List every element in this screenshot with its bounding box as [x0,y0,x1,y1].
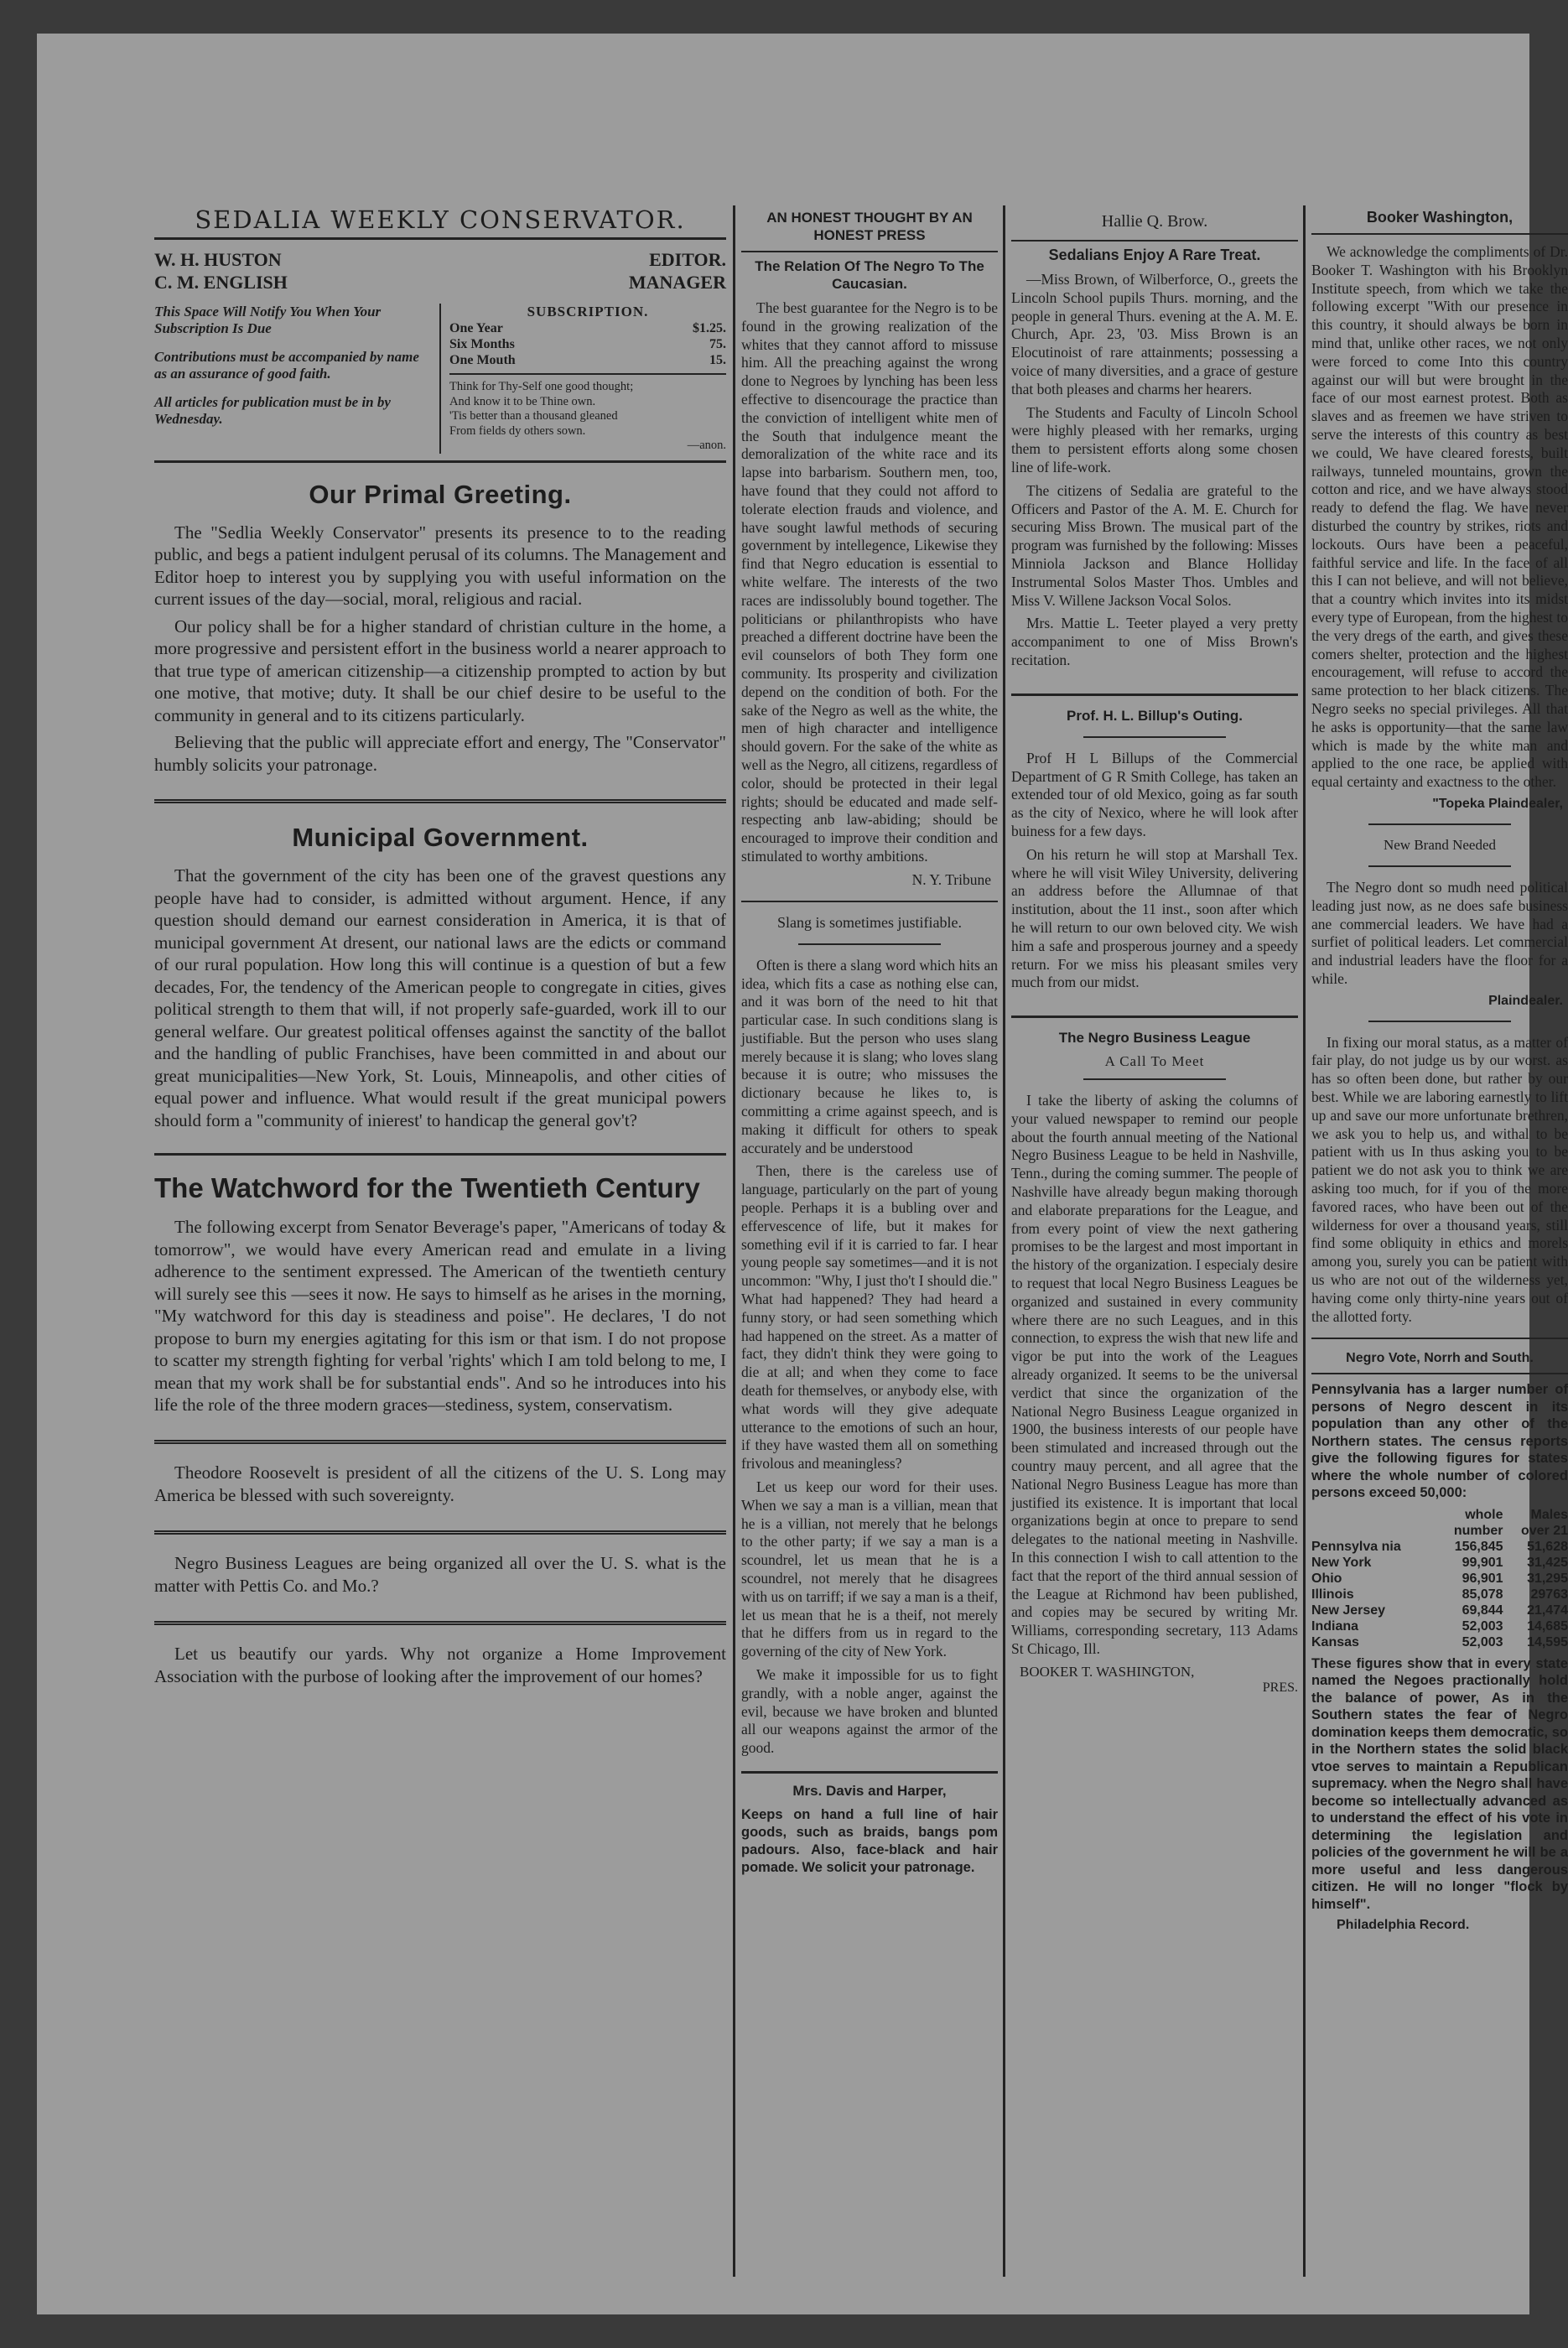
subscription-title: SUBSCRIPTION. [527,304,649,319]
vote-headline: Negro Vote, Norrh and South. [1346,1351,1534,1366]
section-divider [741,1771,998,1774]
section-divider [1011,1016,1298,1018]
booker-credit: "Topeka Plaindealer, [1432,796,1563,811]
vote-credit: Philadelphia Record. [1337,1918,1470,1933]
vote-intro [1311,1381,1568,1502]
leagues-note [154,1552,726,1597]
booker-headline: Booker Washington, [1366,209,1513,226]
section-divider [154,1530,726,1537]
whole-cell: 99,901 [1462,1555,1503,1570]
males-cell: 29763 [1530,1587,1568,1602]
males-cell: 14,685 [1527,1618,1568,1634]
relation-headline: The Relation Of The Negro To The Caucasian. [741,251,998,293]
column-header: over 21 [1520,1523,1568,1538]
sedalians-article [1011,271,1298,670]
whole-cell: 52,003 [1462,1634,1503,1649]
article-paragraph: Believing that the public will appreciate effort and energy, The "Conservator" humbly solicits your patronage. [154,732,726,775]
column-header: number [1453,1523,1503,1538]
column-header: Males [1530,1507,1568,1522]
table-header-row [1311,1523,1568,1539]
newspaper-page [37,34,1568,2314]
column-header: whole [1465,1507,1503,1522]
municipal-headline: Municipal Government. [292,823,589,852]
state-cell: Pennsylva nia [1311,1539,1401,1554]
contributions-notice: Contributions must be accompanied by name as an assurance of good faith. [154,349,419,382]
table-row [1311,1555,1568,1571]
note-text: Let us beautify our yards. Why not organize a Home Improvement Association with the purbose of looking after the improvement of our homes? [154,1643,726,1686]
slang-headline: Slang is sometimes justifiable. [777,913,962,931]
manager-name: C. M. ENGLISH [154,272,288,293]
article-paragraph: Prof H L Billups of the Commercial Department of G R Smith College, has taken an extended tour of old Mexico, going as far south as the city of Nexico, where he will look after buiness for a few days. [1011,749,1298,839]
table-row [1311,1539,1568,1555]
staff-manager [154,271,726,294]
article-paragraph: We make it impossible for us to fight grandly, with a noble anger, against the evil, because we have broken and blunted all our weapons against the armor of the good. [741,1665,998,1757]
section-divider [154,1153,726,1156]
rate-price: 75. [709,337,726,351]
league-headline: The Negro Business League [1058,1030,1251,1047]
whole-cell: 96,901 [1462,1571,1503,1586]
column-rule [733,205,735,2277]
articles-notice: All articles for publication must be in by Wednesday. [154,394,391,427]
column-rule [1303,205,1306,2277]
section-divider [1083,736,1226,738]
signature-name: BOOKER T. WASHINGTON, [1020,1663,1195,1680]
watchword-article [154,1216,726,1416]
poem-author: —anon. [687,439,726,452]
article-paragraph: Let us keep our word for their uses. When we say a man is a villian, mean that he is a villian, not merely that he belongs to the other party; if we say a man is a scoundrel, let us mean that he is a scoundrel, not merely that he disagrees with us on tarriff; if we say a man is a theif, let us mean that he is a theif, not merely that he differs from us in regard to the governing of the city of New York. [741,1478,998,1660]
poem-line: 'Tis better than a thousand gleaned [449,409,618,423]
watchword-headline: The Watchword for the Twentieth Century [154,1172,700,1203]
article-paragraph: The citizens of Sedalia are grateful to the Officers and Pastor of the A. M. E. Church for securing Miss Brown. The musical part of the program was furnished by the following: Misses Minniola Jackson and Blance Holliday Instrumental Solos Master Thos. Umbles and Miss V. Willene Jackson Vocal Solos. [1011,481,1298,609]
page-content [117,172,1568,2335]
whole-cell: 52,003 [1462,1618,1503,1634]
state-cell: New Jersey [1311,1603,1386,1618]
article-paragraph: The following excerpt from Senator Beverage's paper, "Americans of today & tomorrow", we would have every American read and emulate in a living adherence to the sentiment expressed. The American of the twentieth century will surely see this —sees it now. He says to himself as he arises in the morning, "My watchword for this day is steadiness and poise". He declares, 'I do not propose to burn my energies agitating for this ism or that ism. I do not propose to scatter my strength fighting for verbal 'rights' which I am told belong to me, I mean that my work shall be for substantial ends". And so he introduces into his life the role of the three modern graces—stediness, system, conservatism. [154,1217,726,1415]
brand-headline: New Brand Needed [1383,836,1497,853]
article-paragraph: On his return he will stop at Marshall Tex. where he will visit Wiley University, delivering an address before the Allumnae of that institution, about the 11 inst., soon after which he will return to our own beloved city. We wish him a safe and prosperous journey and a speedy return. For we miss his pleasant smiles very much from our midst. [1011,845,1298,991]
section-divider [1368,1021,1511,1022]
billups-headline: Prof. H. L. Billup's Outing. [1067,707,1243,724]
males-cell: 14,595 [1527,1634,1568,1649]
rate-row [449,336,726,352]
article-paragraph: The Negro dont so mudh need political leading just now, as ne does safe business ane commercial leaders. We have had a surfiet of political leaders. Let commercial and industrial leaders have the floor for a while. [1311,878,1568,987]
relation-article [741,299,998,866]
table-row [1311,1571,1568,1587]
article-paragraph: In fixing our moral status, as a matter of fair play, do not judge us by our worst. as has so often been done, but rather by our best. While we are laboring earnestly to lift up and save our more unfortunate brethren, we ask you to help us, and withal to be patient with us In thus asking you to be patient we do not ask you to think we are asking too much, for if you of the more favored races, who have been out of the wilderness for over a thousand years, still find some obliquity in ethics and morels among you, surely you can be patient with us who are not out of the wilderness yet, having come only thirty-nine years out of the allotted forty. [1311,1033,1568,1325]
article-paragraph: That the government of the city has been one of the gravest questions any people have had to consider, is admitted without argument. Hence, if any question should demand our earnest consideration in America, it is that of municipal government At dresent, our national laws are the edicts or command of our rural population. How long this will continue is a question of but a few decades, For, the tendency of the American people to congregate in cities, gives political strength to them that will, if not properly safe-guarded, work ill to our general welfare. Our greatest political offenses against the sanctity of the ballot and the handling of public Franchises, have been committed in and about our great municipalities—New York, St. Louis, Minneapolis, and other cities of equal power and influence. What would result if the great municipal powers should form a "community of inierest' to handicap the general gov't? [154,865,726,1130]
hallie-headline: Hallie Q. Brow. [1101,212,1208,231]
column-rule [1003,205,1005,2277]
masthead-title: SEDALIA WEEKLY CONSERVATOR. [154,205,726,240]
state-cell: Illinois [1311,1587,1354,1602]
table-row [1311,1603,1568,1618]
column-4 [1311,205,1568,1940]
vote-table [1311,1507,1568,1650]
column-1 [154,205,726,1693]
state-cell: Indiana [1311,1618,1359,1634]
hair-goods-ad [741,1806,998,1877]
signature-line [1011,1664,1298,1680]
article-paragraph: Mrs. Mattie L. Teeter played a very pretty accompaniment to one of Miss Brown's recitation. [1011,615,1298,668]
section-divider [1011,693,1298,696]
rate-term: One Year [449,321,503,335]
section-divider [798,943,941,945]
rate-price: 15. [709,353,726,367]
vote-article [1311,1655,1568,1914]
whole-cell: 69,844 [1462,1603,1503,1618]
poem [449,373,726,454]
poem-line: Think for Thy-Self one good thought; [449,380,634,393]
billups-article [1011,750,1298,992]
editor-name: W. H. HUSTON [154,249,282,270]
article-paragraph: The best guarantee for the Negro is to be found in the growing realization of the whites that they cannot afford to missuse him. All the preaching against the wrong done to Negroes by lynching has been less effective to disencourage the practice than the conviction of intelligent white men of the South that indulgence meant the demoralization of the white race and its lapse into barbarism. Southern men, too, have found that they could not afford to tolerate election frauds and violence, and have sought lawful methods of securing government by intellegence, Likewise they find that Negro education is essential to white welfare. The interests of the two races are indissolubly bound together. The politicians or philanthropists who have preached a different doctrine have been the evil counselors of both They form one community. Its prosperity and civilization depend on the condition of both. For the sake of the Negro as well as the white, the men of high character and intelligence should govern. For the sake of the white as well as the Negro, all citizens, regardless of color, should be protected in their legal rights; should be educated and made self-respecting anb law-abiding; should be encouraged to improve their condition and stimulated to worthy ambitions. [741,299,998,865]
rate-term: Six Months [449,337,515,351]
poem-line: And know it to be Thine own. [449,394,596,408]
article-paragraph: I take the liberty of asking the columns of your valued newspaper to remind our people about the fourth annual meeting of the National Negro Business League to be held in Nashville, Tenn., during the coming summer. The people of Nashville have already begun making thorough and elaborate preparations for the League, and from every point of view the next gathering promises to be the largest and most important in the history of the organization. I especialy desire to request that local Negro Business Leagues be organized and sustained in every community where there are no such Leagues, and in this connection, to express the wish that new life and vigor be put into the work of the Leagues already organized. It seems to be the universal verdict that since the organization of the National Negro Business League organized in 1900, the business interests of our people have been stimulated and increased through out the country mauy percent, and all agree that the National Negro Business League has more than justified its existence. It is important that local organizations begin at once to prepare to send delegates to the national meeting in Nashville. In this connection I wish to call attention to the fact that the report of the third annual session of the League at Richmond hav been published, and copies may be secured by writing Mr. Williams, corresponding secretary, 113 Adams St Chicago, Ill. [1011,1092,1298,1657]
state-cell: New York [1311,1555,1372,1570]
notices [154,304,441,454]
males-cell: 21,474 [1527,1603,1568,1618]
males-cell: 31,295 [1527,1571,1568,1586]
article-paragraph: The Students and Faculty of Lincoln School were highly pleased with her remarks, urging them to persistent efforts along some chosen line of life-work. [1011,403,1298,475]
section-divider [1368,823,1511,825]
section-divider [1368,865,1511,867]
section-divider [154,1440,726,1447]
poem-line: From fields dy others sown. [449,423,586,438]
section-divider [1083,1078,1226,1080]
manager-role: MANAGER [628,272,726,293]
league-subheadline: A Call To Meet [1104,1053,1205,1070]
state-cell: Kansas [1311,1634,1359,1649]
males-cell: 31,425 [1527,1555,1568,1570]
table-row [1311,1587,1568,1603]
article-paragraph: Then, there is the careless use of language, particularly on the part of young people. Perhaps it is a bubling over and effervescence of life, but it makes for something evil if it is carried to far. I hear young people say sometimes—and it is not uncommon: "Why, I just tho't I should die." What had happened? They had heard a funny story, or had seen something which had happened on the street. As a matter of fact, they didn't think they were going to die at all; and when they come to face death for themselves, or anybody else, with what words will they give adequate utterance to the emotions of such an hour, if they have wasted them all on something frivolous and meaningless? [741,1162,998,1473]
rate-term: One Mouth [449,353,516,367]
article-paragraph: We acknowledge the compliments of Dr. Booker T. Washington with his Brooklyn Institute speech, from which we take the following excerpt "With our presence in this country, it should always be born in mind that, unlike other races, we not only were forced to come Into this country against our will but were brought in the face of our most earnest protest. Both as slaves and as freemen we have striven to serve the interests of this country as best we could, We have cleared forests, built railways, tunneled mountains, grown the cotton and rice, and we have always stood ready to defend the flag. We have never disturbed the country by strikes, riots and lockouts. Ours have been a peaceful, faithful service and life. In the face of all this I can not believe, and will not believe, that a country which invites into its midst every type of European, from the highest to the very dregs of the earth, and gives these comers shelter, protection and the highest encouragement, will refuse to accord the same protection to her black citizens. The Negro seeks no special privileges. All that he asks is opportunity—that the same law which is made by the white man and applied to the one race, be applied with equal certainty and exactness to the other. [1311,243,1568,791]
article-paragraph: The "Sedlia Weekly Conservator" presents its presence to to the reading public, and begs a patient indulgent perusal of its columns. The Management and Editor hoep to interest you by supplying you with useful information on the current issues of the day—social, moral, religious and racial. [154,522,726,609]
column-2 [741,205,998,1882]
section-divider [741,901,998,902]
relation-credit: N. Y. Tribune [911,870,991,888]
section-divider [154,799,726,806]
booker-article [1311,243,1568,792]
table-header-row [1311,1507,1568,1523]
ad-text: Keeps on hand a full line of hair goods, such as braids, bangs pom padours. Also, face-black and hair pomade. We solicit your patronage. [741,1806,998,1875]
table-row [1311,1618,1568,1634]
rate-price: $1.25. [693,321,726,335]
greeting-headline: Our Primal Greeting. [309,479,572,509]
males-cell: 51,628 [1527,1539,1568,1554]
note-text: Negro Business Leagues are being organized all over the U. S. what is the matter with Pettis Co. and Mo.? [154,1552,726,1596]
beautify-note [154,1643,726,1688]
rate-row [449,352,726,368]
sedalians-headline: Sedalians Enjoy A Rare Treat. [1011,240,1298,264]
article-paragraph: Pennsylvania has a larger number of persons of Negro descent in its population than any other of the Northern states. The census reports give the following figures for states where the whole number of colored persons exceed 50,000: [1311,1382,1568,1501]
whole-cell: 156,845 [1454,1539,1503,1554]
article-paragraph: Our policy shall be for a higher standard of christian culture in the home, a more progressive and persistent effort in the business world a nearer approach to that true type of american citizenship—a citizenship prompted to action by but one motive, that motive; duty. It shall be our chief desire to be useful to the community in general and to its citizens particularly. [154,616,726,725]
state-cell: Ohio [1311,1571,1342,1586]
honest-press-header: AN HONEST THOUGHT BY AN HONEST PRESS [766,210,973,243]
section-divider [154,1621,726,1628]
subscription-box [441,304,726,454]
brand-credit: Plaindealer. [1488,993,1563,1008]
league-article [1011,1092,1298,1659]
table-row [1311,1634,1568,1650]
rate-row [449,320,726,336]
subscription-notice: This Space Will Notify You When Your Subscription Is Due [154,304,382,336]
section-divider [1311,1338,1568,1339]
section-divider [1311,1373,1568,1374]
municipal-article [154,865,726,1131]
article-paragraph: —Miss Brown, of Wilberforce, O., greets the Lincoln School pupils Thurs. morning, and the people in general Thurs. evening at the A. M. E. Church, Apr. 23, '03. Miss Brown is an Elocutinoist of rare attainments; possessing a voice of many diversities, and a grace of gesture that both pleases and charms her hearers. [1011,271,1298,397]
editor-role: EDITOR. [649,249,726,270]
article-paragraph: Often is there a slang word which hits an idea, which fits a case as nothing else can, and it was born of the need to hit that particular case. In such conditions slang is justifiable. But the person who uses slang merely because it is slang; who loves slang because it is outre; who missuses the dictionary because he likes to, is committing a crime against speech, and is making it difficult for others to speak accurately and be understood [741,956,998,1156]
slang-article [741,957,998,1758]
staff-editor [154,248,726,271]
signature-title: PRES. [1262,1680,1298,1695]
note-text: Theodore Roosevelt is president of all the citizens of the U. S. Long may America be blessed with such sovereignty. [154,1462,726,1505]
article-paragraph: These figures show that in every state named the Negoes practionally hold the balance of power, As in the Southern states the fear of Negro domination keeps them democratic, so in the Northern states the solid black vtoe serves to maintain a Republican supremacy. when the Negro shall have become so intellectually advanced as to understand the effect of his vote in determining the legislation and policies of the government he will be a more useful and less dangerous citizen. He will no longer "flock by himself". [1311,1655,1568,1912]
greeting-article [154,522,726,777]
ad-headline: Mrs. Davis and Harper, [792,1782,947,1799]
section-divider [1311,233,1568,235]
moral-article [1311,1034,1568,1327]
column-3 [1011,205,1298,1696]
whole-cell: 85,078 [1462,1587,1503,1602]
roosevelt-note [154,1462,726,1507]
info-box [154,304,726,463]
brand-article [1311,879,1568,989]
